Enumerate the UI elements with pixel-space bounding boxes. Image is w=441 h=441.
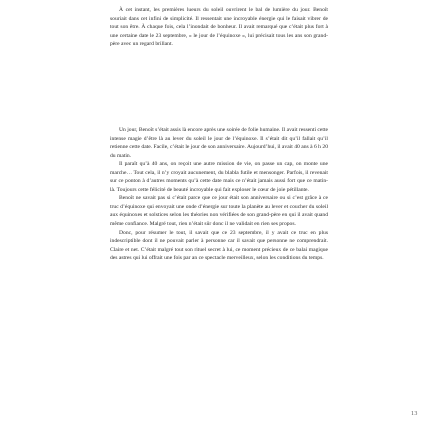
paragraph: Un jour, Benoît s’était assis là encore après une soirée de folie humaine. Il avait ressenti cette intense magie d’être là au lever du soleil le jour de l’équinoxe. Il s’était dit qu’il fallait qu’il retienne cette date. Facile, c’était le jour de son anniversaire. Aujourd’hui, il avait 40 ans à 6 h 20 du matin. — [110, 127, 328, 159]
paragraph: Donc, pour résumer le tout, il savait que ce 23 septembre, il y avait ce truc en plus indescriptible dont il ne pouvait parler à personne car il savait que personne ne comprendrait. Claire et net. C’était malgré tout son rituel secret à lui, ce moment précieux de ce balai magique des astres qui lui offrait une fois par an ce spectacle merveilleux, selon les conditions du temps. — [110, 229, 328, 262]
paragraph: À cet instant, les premières lueurs du soleil ouvrirent le bal de lumière du jour. Benoît souriait dans cet infini de simplicité. Il ressentait une incroyable énergie qui le faisait vibrer de tout son être. À chaque fois, cela l’inondait de bonheur. Il avait remarqué que c’était plus fort à une certaine date le 23 septembre, « le jour de l’équinoxe », lui précisait tous les ans son grand-père avec un regard brillant. — [110, 7, 328, 48]
paragraph: Benoît ne savait pas si c’était parce que ce jour était son anniversaire ou si c’est grâce à ce truc d’équinoxe qui envoyait une onde d’énergie sur toute la planète au lever et coucher du soleil aux équinoxes et solstices selon les théories non vérifiées de son grand-père en qui il avait quand même confiance. Malgré tout, rien n’était sûr donc il ne validait en rien ses propos. — [110, 195, 328, 228]
paragraph: Il paraît qu’à 40 ans, on reçoit une autre mission de vie, on passe un cap, on monte une marche… Tout cela, il n’y croyait aucunement, du blabla futile et mensonger. Parfois, il revenait sur ce ponton à d’autres moments qu’à cette date mais ce n’était jamais aussi fort que ce matin-là. Toujours cette félicité de beauté incroyable qui fait exploser le cœur de joie pétillante. — [110, 161, 328, 193]
page-number: 13 — [411, 411, 418, 417]
opening-paragraph-block — [110, 6, 328, 49]
main-text-block — [110, 126, 328, 263]
